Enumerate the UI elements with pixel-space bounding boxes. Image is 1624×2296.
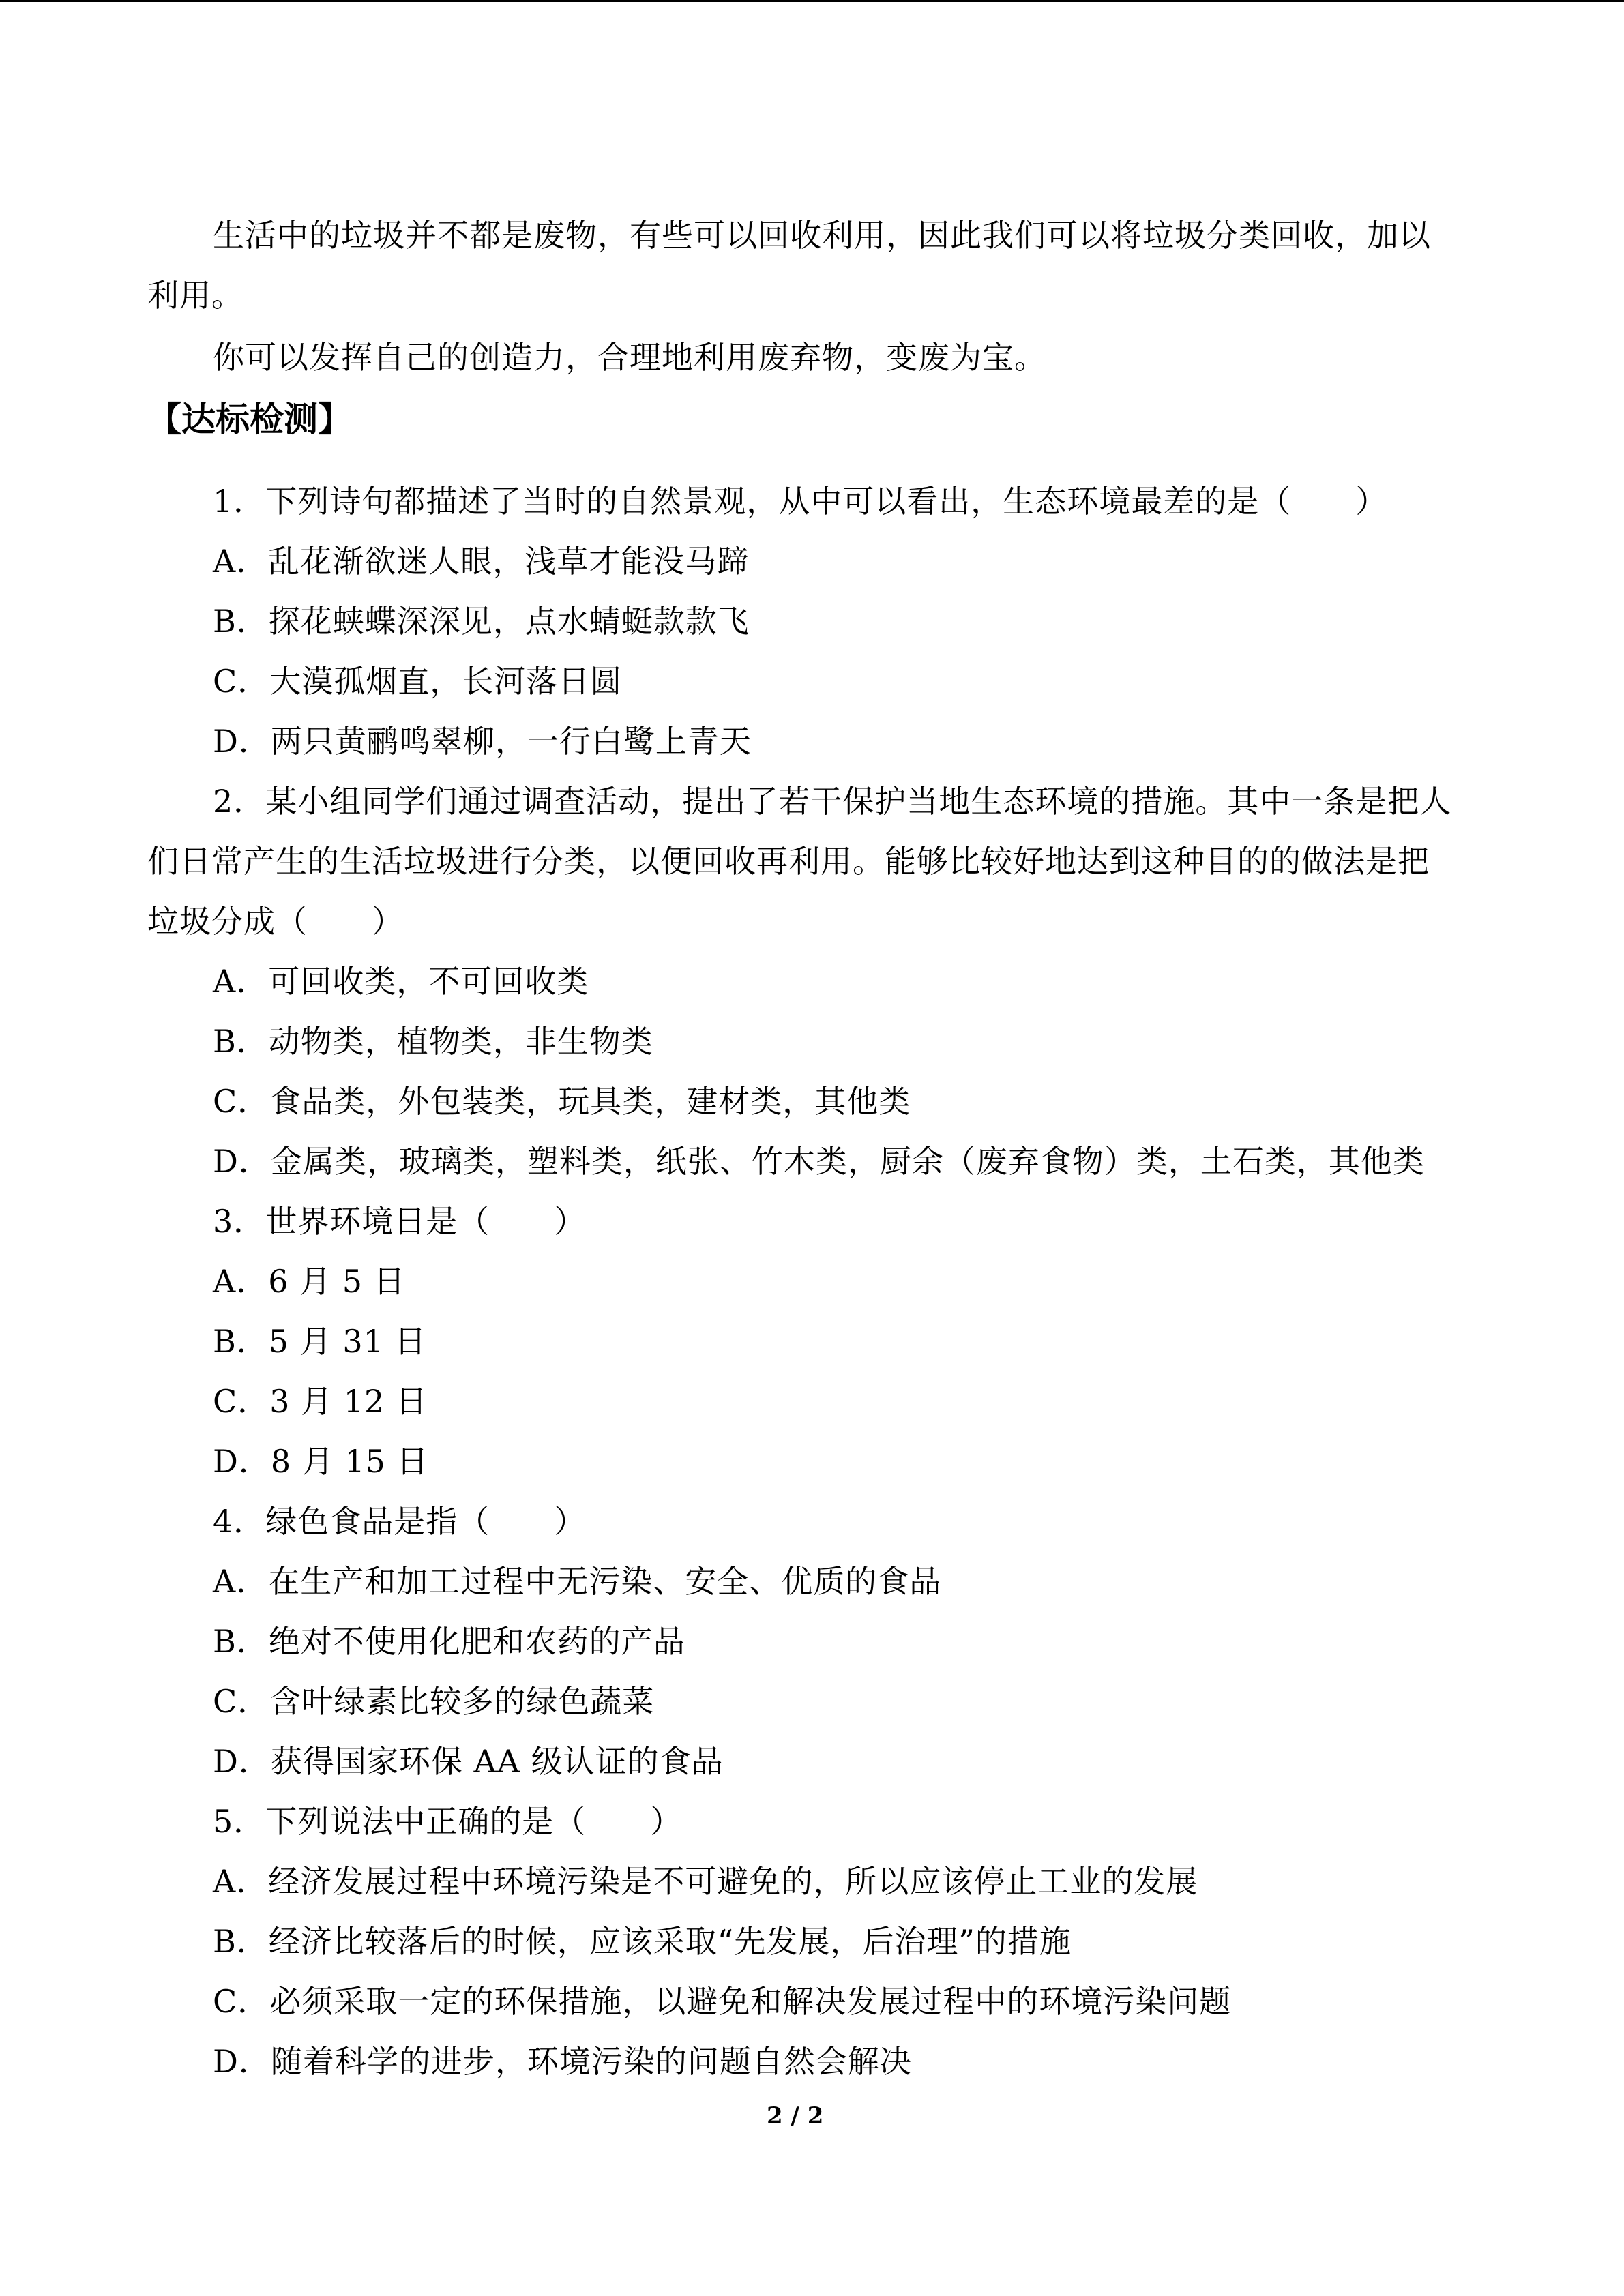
question-4-option-a: A．在生产和加工过程中无污染、安全、优质的食品 bbox=[213, 1563, 942, 1600]
intro-paragraph-1-line-2: 利用。 bbox=[147, 277, 243, 314]
question-2-option-c: C．食品类，外包装类，玩具类，建材类，其他类 bbox=[213, 1083, 911, 1120]
question-3-option-a: A．6 月 5 日 bbox=[213, 1263, 406, 1300]
question-4-stem: 4．绿色食品是指（ ） bbox=[213, 1503, 587, 1540]
intro-paragraph-1-line-1: 生活中的垃圾并不都是废物，有些可以回收利用，因此我们可以将垃圾分类回收，加以 bbox=[213, 217, 1431, 254]
question-3-option-d: D．8 月 15 日 bbox=[213, 1443, 429, 1480]
question-2-option-d: D．金属类，玻璃类，塑料类，纸张、竹木类，厨余（废弃食物）类，土石类，其他类 bbox=[213, 1143, 1425, 1180]
intro-paragraph-2: 你可以发挥自己的创造力，合理地利用废弃物，变废为宝。 bbox=[213, 339, 1046, 376]
question-1-option-d: D．两只黄鹂鸣翠柳，一行白鹭上青天 bbox=[213, 723, 752, 760]
question-5-stem: 5．下列说法中正确的是（ ） bbox=[213, 1803, 683, 1840]
question-5-option-b: B．经济比较落后的时候，应该采取“先发展，后治理”的措施 bbox=[213, 1923, 1072, 1960]
top-border-rule bbox=[0, 0, 1624, 2]
question-3-option-b: B．5 月 31 日 bbox=[213, 1323, 427, 1360]
question-1-option-a: A．乱花渐欲迷人眼，浅草才能没马蹄 bbox=[213, 543, 750, 580]
question-4-option-c: C．含叶绿素比较多的绿色蔬菜 bbox=[213, 1683, 655, 1720]
question-4-option-d: D．获得国家环保 AA 级认证的食品 bbox=[213, 1743, 724, 1780]
question-2-stem-line-3: 垃圾分成（ ） bbox=[147, 903, 404, 940]
question-1-stem: 1．下列诗句都描述了当时的自然景观，从中可以看出，生态环境最差的是（ ） bbox=[213, 483, 1388, 520]
question-1-option-b: B．探花蛱蝶深深见，点水蜻蜓款款飞 bbox=[213, 603, 750, 640]
question-3-stem: 3．世界环境日是（ ） bbox=[213, 1203, 587, 1240]
question-5-option-d: D．随着科学的进步，环境污染的问题自然会解决 bbox=[213, 2043, 912, 2080]
question-2-stem-line-2: 们日常产生的生活垃圾进行分类，以便回收再利用。能够比较好地达到这种目的的做法是把 bbox=[147, 843, 1430, 880]
question-5-option-c: C．必须采取一定的环保措施，以避免和解决发展过程中的环境污染问题 bbox=[213, 1983, 1232, 2020]
question-2-option-a: A．可回收类，不可回收类 bbox=[213, 963, 589, 1000]
page-number: 2 / 2 bbox=[767, 2102, 824, 2130]
question-3-option-c: C．3 月 12 日 bbox=[213, 1383, 428, 1420]
question-2-option-b: B．动物类，植物类，非生物类 bbox=[213, 1023, 653, 1060]
question-2-stem-line-1: 2．某小组同学们通过调查活动，提出了若干保护当地生态环境的措施。其中一条是把人 bbox=[213, 783, 1452, 820]
question-5-option-a: A．经济发展过程中环境污染是不可避免的，所以应该停止工业的发展 bbox=[213, 1863, 1198, 1900]
question-1-option-c: C．大漠孤烟直，长河落日圆 bbox=[213, 663, 623, 700]
section-title: 【达标检测】 bbox=[147, 400, 352, 439]
question-4-option-b: B．绝对不使用化肥和农药的产品 bbox=[213, 1623, 685, 1660]
